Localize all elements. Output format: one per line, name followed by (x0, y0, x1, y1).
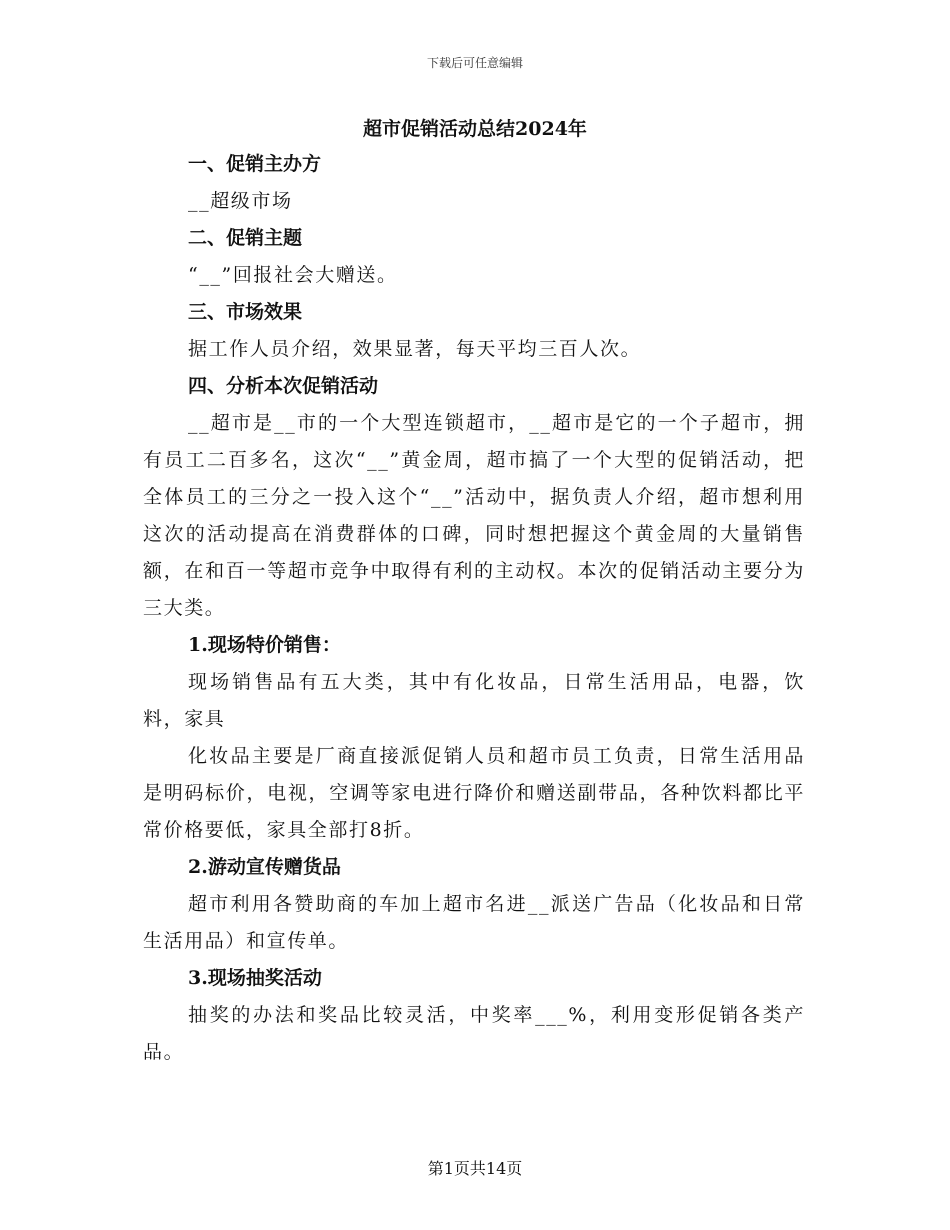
section-heading-organizer: 一、促销主办方 (188, 153, 322, 175)
page-number-footer: 第1页共14页 (427, 1159, 523, 1178)
subsection-heading-special-sale: 1.现场特价销售： (188, 634, 341, 656)
section-paragraph: 抽奖的办法和奖品比较灵活，中奖率___%，利用变形促销各类产品。 (143, 1004, 805, 1063)
section-paragraph: 超市利用各赞助商的车加上超市名进__派送广告品（化妆品和日常生活用品）和宣传单。 (143, 893, 805, 952)
section-paragraph: __超市是__市的一个大型连锁超市，__超市是它的一个子超市，拥有员工二百多名，这次“__”黄金周，超市搞了一个大型的促销活动，把全体员工的三分之一投入这个“__”活动中，据负责人介绍，超市想利用这次的活动提高在消费群体的口碑，同时想把握这个黄金周的大量销售额，在和百一等超市竞争中取得有利的主动权。本次的促销活动主要分为三大类。 (143, 412, 805, 619)
section-paragraph: __超级市场 (188, 190, 293, 212)
subsection-heading-lottery: 3.现场抽奖活动 (188, 967, 322, 989)
section-heading-theme: 二、促销主题 (188, 227, 303, 249)
section-paragraph: “__”回报社会大赠送。 (188, 264, 398, 286)
document-body (143, 146, 805, 1071)
section-heading-market-effect: 三、市场效果 (188, 301, 303, 323)
section-paragraph: 现场销售品有五大类，其中有化妆品，日常生活用品，电器，饮料，家具 (143, 671, 805, 730)
subsection-heading-mobile-promo: 2.游动宣传赠货品 (188, 856, 341, 878)
section-heading-analysis: 四、分析本次促销活动 (188, 375, 379, 397)
page-header-note: 下载后可任意编辑 (426, 56, 523, 70)
section-paragraph: 化妆品主要是厂商直接派促销人员和超市员工负责，日常生活用品是明码标价，电视，空调等家电进行降价和赠送副带品，各种饮料都比平常价格要低，家具全部打8折。 (143, 745, 805, 841)
document-title: 超市促销活动总结2024年 (363, 118, 587, 140)
section-paragraph: 据工作人员介绍，效果显著，每天平均三百人次。 (188, 338, 642, 360)
